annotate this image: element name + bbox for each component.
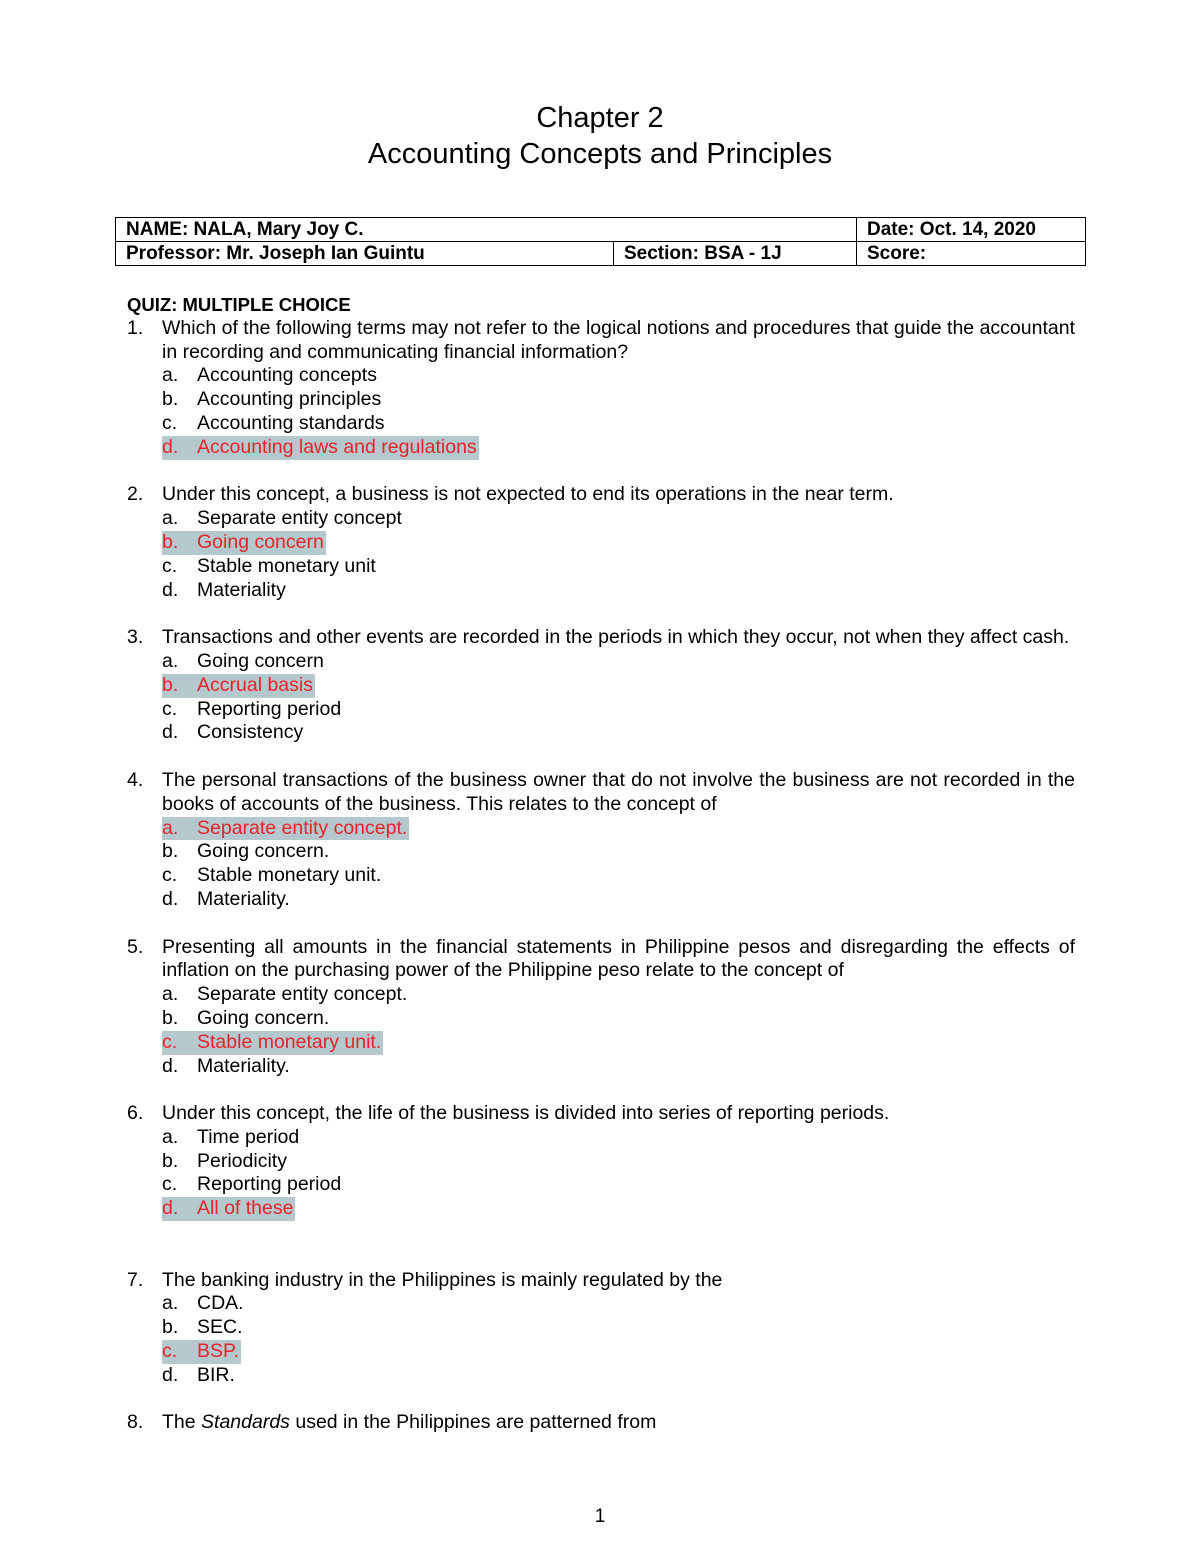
option-letter: b. [162, 388, 179, 411]
option-text: Consistency [197, 721, 304, 744]
quiz-heading: QUIZ: MULTIPLE CHOICE [127, 294, 351, 315]
option-letter: b. [162, 673, 179, 696]
professor-cell: Professor: Mr. Joseph Ian Guintu [116, 242, 614, 266]
option-text: Stable monetary unit. [197, 1030, 382, 1053]
option-text: Stable monetary unit. [197, 864, 382, 887]
question-text-start: The [162, 1411, 202, 1434]
question-number: 1. [127, 316, 144, 339]
option-text: Accrual basis [197, 673, 313, 696]
option-letter: c. [162, 1030, 178, 1053]
question-text: Which of the following terms may not refer to the logical notions and procedures that guide the accountant in recording and communicating financial information? [162, 316, 1075, 363]
option-text: Stable monetary unit [197, 554, 376, 577]
question-3 [127, 626, 1075, 745]
option-a-selected-answer [162, 817, 1075, 841]
option-text: Reporting period [197, 1173, 342, 1196]
option-text: Materiality. [197, 887, 290, 910]
option-text: Materiality [197, 578, 286, 601]
option-letter: d. [162, 435, 179, 458]
option-text: Accounting principles [197, 388, 382, 411]
chapter-title: Chapter 2 [536, 102, 664, 134]
option-a [162, 983, 1075, 1007]
chapter-subtitle: Accounting Concepts and Principles [367, 138, 833, 170]
option-letter: b. [162, 1316, 179, 1339]
options-list [162, 1126, 1075, 1221]
question-number: 8. [127, 1411, 144, 1434]
option-text: Separate entity concept. [197, 816, 408, 839]
option-text: Accounting standards [197, 411, 385, 434]
option-b [162, 1150, 1075, 1174]
option-text: Materiality. [197, 1054, 290, 1077]
option-b [162, 388, 1075, 412]
question-text-end: used in the Philippines are patterned from [289, 1411, 657, 1434]
option-text: Reporting period [197, 697, 342, 720]
option-letter: a. [162, 983, 179, 1006]
option-a [162, 650, 1075, 674]
option-text: CDA. [197, 1292, 244, 1315]
option-text: SEC. [197, 1316, 243, 1339]
option-d-selected-answer [162, 436, 1075, 460]
question-text: Transactions and other events are recorded in the periods in which they occur, not when they affect cash. [162, 626, 1070, 649]
question-number: 3. [127, 626, 144, 649]
option-letter: a. [162, 1292, 179, 1315]
option-letter: a. [162, 816, 179, 839]
option-letter: b. [162, 530, 179, 553]
option-text: BIR. [197, 1363, 235, 1386]
question-text: The banking industry in the Philippines is mainly regulated by the [162, 1268, 723, 1291]
option-c-selected-answer [162, 1031, 1075, 1055]
options-list [162, 650, 1075, 745]
option-d-selected-answer [162, 1197, 1075, 1221]
option-letter: d. [162, 887, 179, 910]
option-b-selected-answer [162, 531, 1075, 555]
title-block [0, 100, 1200, 172]
option-b [162, 1316, 1075, 1340]
date-cell: Date: Oct. 14, 2020 [857, 218, 1086, 242]
quiz-section [127, 293, 1075, 1435]
option-d [162, 888, 1075, 912]
question-4 [127, 769, 1075, 912]
option-letter: a. [162, 1125, 179, 1148]
option-b [162, 840, 1075, 864]
option-text: Separate entity concept. [197, 983, 408, 1006]
option-letter: b. [162, 1006, 179, 1029]
info-row-1 [116, 218, 1086, 242]
question-text-italic: Standards [201, 1411, 290, 1434]
option-b [162, 1007, 1075, 1031]
option-letter: b. [162, 1149, 179, 1172]
option-letter: c. [162, 697, 178, 720]
option-letter: c. [162, 1173, 178, 1196]
option-letter: c. [162, 864, 178, 887]
question-8 [127, 1411, 1075, 1435]
question-number: 4. [127, 768, 144, 791]
option-d [162, 579, 1075, 603]
option-letter: d. [162, 1363, 179, 1386]
option-text: Accounting concepts [197, 364, 377, 387]
question-number: 6. [127, 1102, 144, 1125]
options-list [162, 507, 1075, 602]
option-a [162, 1126, 1075, 1150]
options-list [162, 817, 1075, 912]
info-row-2 [116, 242, 1086, 266]
score-cell: Score: [857, 242, 1086, 266]
question-2 [127, 483, 1075, 602]
option-text: Going concern [197, 530, 324, 553]
option-text: Periodicity [197, 1149, 287, 1172]
option-letter: c. [162, 411, 178, 434]
question-number: 5. [127, 935, 144, 958]
option-text: Going concern. [197, 840, 330, 863]
option-text: Time period [197, 1125, 300, 1148]
question-number: 2. [127, 483, 144, 506]
option-text: All of these [197, 1197, 294, 1220]
question-1 [127, 317, 1075, 460]
student-name-cell: NAME: NALA, Mary Joy C. [116, 218, 857, 242]
option-text: Going concern. [197, 1006, 330, 1029]
student-info-table [115, 217, 1086, 266]
page-number: 1 [594, 1506, 606, 1527]
question-7 [127, 1269, 1075, 1388]
option-d [162, 1055, 1075, 1079]
option-letter: d. [162, 1197, 179, 1220]
option-letter: c. [162, 554, 178, 577]
option-a [162, 364, 1075, 388]
option-letter: d. [162, 578, 179, 601]
question-6 [127, 1102, 1075, 1221]
question-number: 7. [127, 1268, 144, 1291]
option-c [162, 412, 1075, 436]
option-a [162, 1292, 1075, 1316]
option-letter: d. [162, 721, 179, 744]
option-text: Going concern [197, 649, 324, 672]
option-b-selected-answer [162, 674, 1075, 698]
question-text: Under this concept, a business is not expected to end its operations in the near term. [162, 483, 894, 506]
question-text [162, 1411, 1075, 1435]
option-c [162, 698, 1075, 722]
option-letter: a. [162, 364, 179, 387]
option-c [162, 555, 1075, 579]
option-text: Accounting laws and regulations [197, 435, 477, 458]
options-list [162, 1292, 1075, 1387]
option-letter: a. [162, 649, 179, 672]
option-letter: d. [162, 1054, 179, 1077]
options-list [162, 983, 1075, 1078]
question-text: Presenting all amounts in the financial statements in Philippine pesos and disregarding the effects of inflation on the purchasing power of the Philippine peso relate to the concept of [162, 935, 1075, 982]
option-text: Separate entity concept [197, 507, 402, 530]
option-a [162, 507, 1075, 531]
question-text: Under this concept, the life of the business is divided into series of reporting periods. [162, 1102, 890, 1125]
options-list [162, 364, 1075, 459]
option-letter: a. [162, 507, 179, 530]
option-d [162, 1364, 1075, 1388]
option-letter: b. [162, 840, 179, 863]
option-letter: c. [162, 1340, 178, 1363]
question-text: The personal transactions of the business owner that do not involve the business are not recorded in the books of accounts of the business. This relates to the concept of [162, 768, 1075, 815]
option-c-selected-answer [162, 1340, 1075, 1364]
option-c [162, 864, 1075, 888]
option-d [162, 721, 1075, 745]
option-c [162, 1173, 1075, 1197]
option-text: BSP. [197, 1340, 239, 1363]
question-5 [127, 936, 1075, 1079]
section-cell: Section: BSA - 1J [614, 242, 857, 266]
